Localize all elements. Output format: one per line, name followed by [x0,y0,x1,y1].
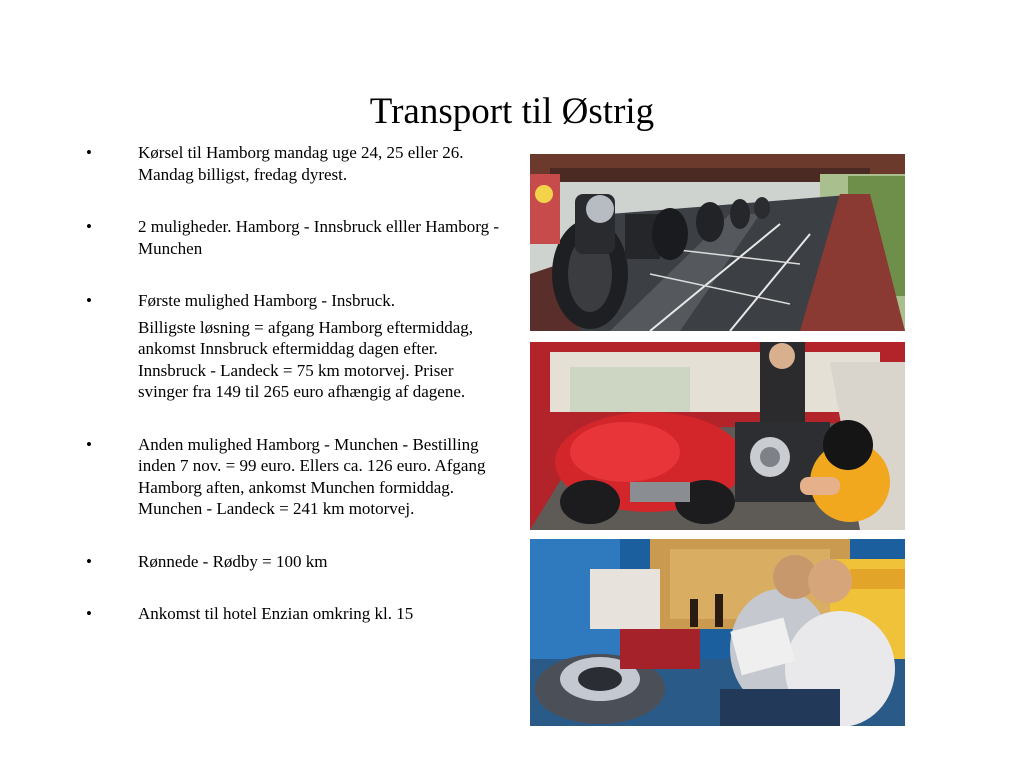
bullet-text: Kørsel til Hamborg mandag uge 24, 25 eller 26. Mandag billigst, fredag dyrest. [138,143,464,184]
bullet-item [86,603,506,625]
bullet-text: Første mulighed Hamborg - Insbruck. [138,291,396,310]
bullet-text: Anden mulighed Hamborg - Munchen - Bestilling inden 7 nov. = 99 euro. Ellers ca. 126 euro. Afgang Hamborg aften, ankomst Munchen formiddag. Munchen - Landeck = 241 km motorvej. [138,434,486,518]
bullet-item [86,551,506,573]
bullet-text: Ankomst til hotel Enzian omkring kl. 15 [138,604,414,623]
bullet-marker: • [86,291,92,310]
bullet-marker: • [86,551,92,571]
red-motorcycle-loading-photo [530,342,905,530]
bullet-item [86,216,506,259]
riders-in-train-compartment-photo [530,539,905,726]
bullet-marker: • [86,143,92,162]
bullet-text: Rønnede - Rødby = 100 km [138,551,328,571]
bullet-marker: • [86,217,92,236]
bullet-marker: • [86,604,92,623]
bullet-item [86,142,506,185]
bullet-marker: • [86,434,92,454]
bullet-list [86,142,506,625]
bullet-sub-paragraph: Billigste løsning = afgang Hamborg eftermiddag, ankomst Innsbruck eftermiddag dagen efter. Innsbruck - Landeck = 75 km motorvej. Priser svinger fra 149 til 265 euro afhængig af dagene. [138,317,474,401]
slide-title: Transport til Østrig [369,91,655,132]
bullet-item [86,434,506,520]
bullet-item [86,290,506,312]
motorcycles-on-train-car-photo [530,154,905,331]
bullet-text: 2 muligheder. Hamborg - Innsbruck elller Hamborg - Munchen [138,217,500,258]
